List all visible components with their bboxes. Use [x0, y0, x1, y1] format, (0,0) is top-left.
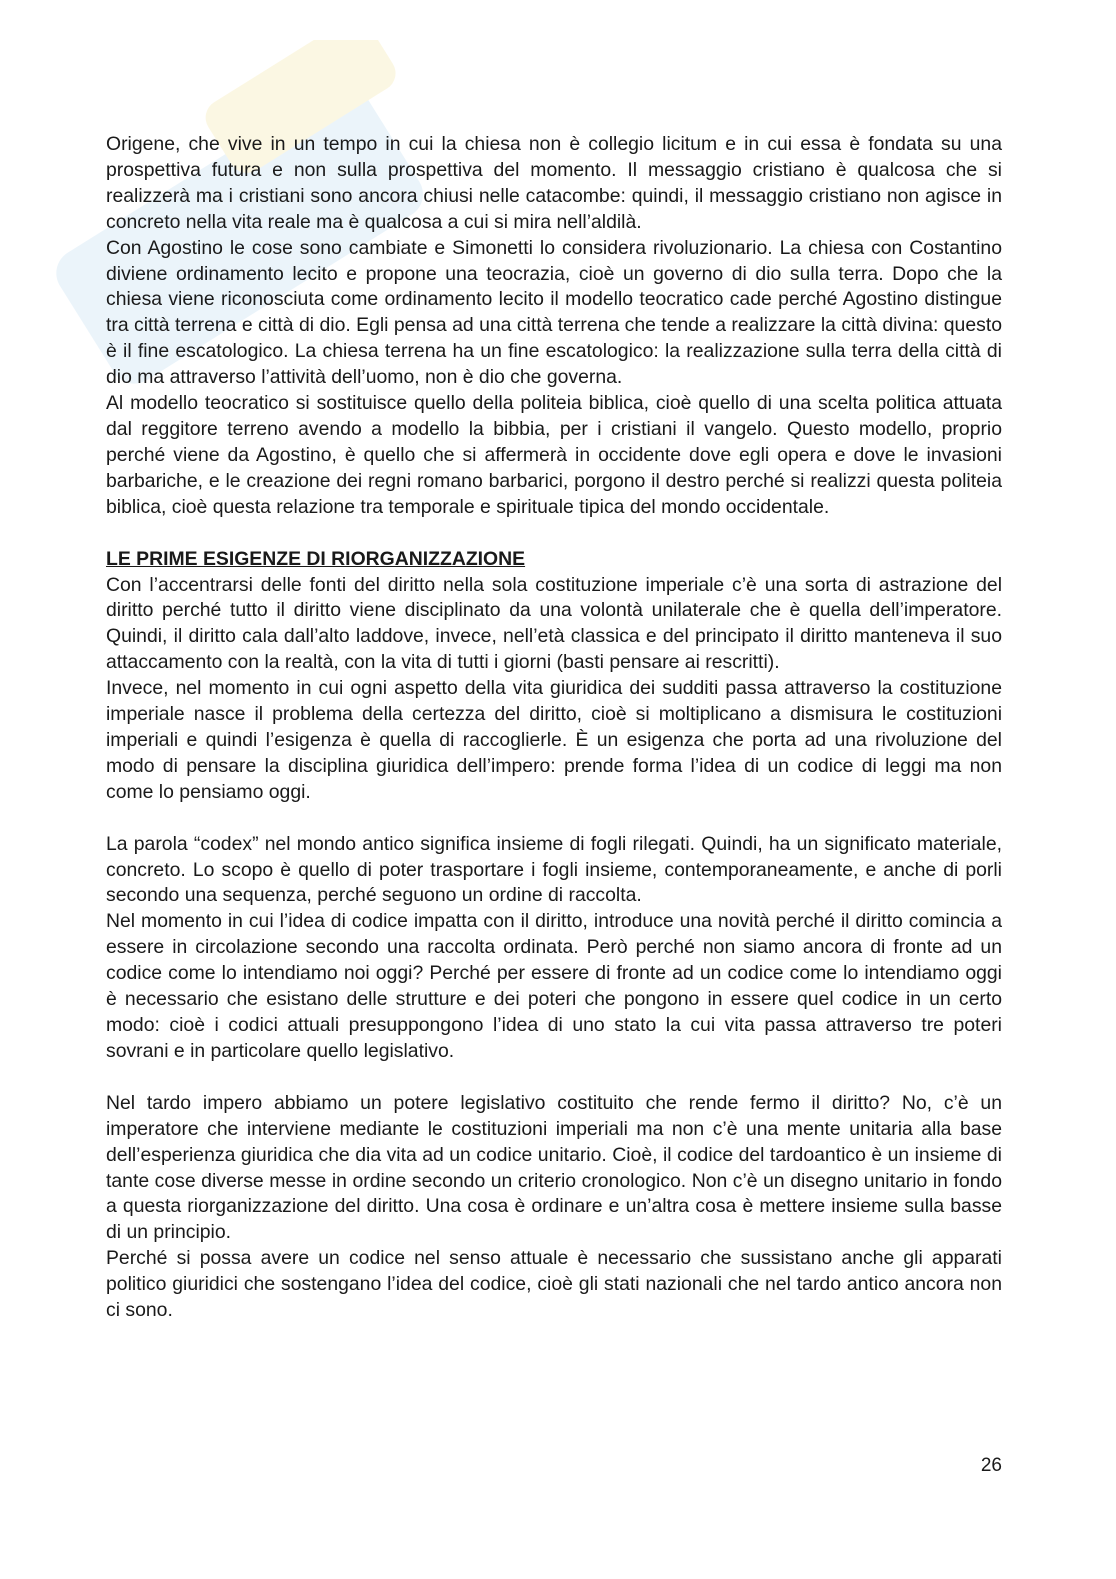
- paragraph: La parola “codex” nel mondo antico significa insieme di fogli rilegati. Quindi, ha un significato materiale, concreto. Lo scopo è quello di poter trasportare i fogli insieme, contemporaneamente, e anche di porli secondo una sequenza, perché seguono un ordine di raccolta.: [106, 832, 1002, 907]
- section-heading: LE PRIME ESIGENZE DI RIORGANIZZAZIONE: [106, 547, 526, 570]
- paragraph: Perché si possa avere un codice nel senso attuale è necessario che sussistano anche gli apparati politico giuridici che sostengano l’idea del codice, cioè gli stati nazionali che nel tardo antico ancora non ci sono.: [106, 1247, 1002, 1322]
- document-body: [106, 132, 1002, 1324]
- paragraph: Al modello teocratico si sostituisce quello della politeia biblica, cioè quello di una scelta politica attuata dal reggitore terreno avendo a modello la bibbia, per i cristiani il vangelo. Questo modello, proprio perché viene da Agostino, è quello che si affermerà in occidente dove egli opera e dove le invasioni barbariche, e le creazione dei regni romano barbarici, porgono il destro perché si realizzi questa politeia biblica, cioè questa relazione tra temporale e spirituale tipica del mondo occidentale.: [106, 392, 1002, 518]
- paragraph: Con Agostino le cose sono cambiate e Simonetti lo considera rivoluzionario. La chiesa con Costantino diviene ordinamento lecito e propone una teocrazia, cioè un governo di dio sulla terra. Dopo che la chiesa viene riconosciuta come ordinamento lecito il modello teocratico cade perché Agostino distingue tra città terrena e città di dio. Egli pensa ad una città terrena che tende a realizzare la città divina: questo è il fine escatologico. La chiesa terrena ha un fine escatologico: la realizzazione sulla terra della città di dio ma attraverso l’attività dell’uomo, non è dio che governa.: [106, 236, 1002, 389]
- paragraph: Nel momento in cui l’idea di codice impatta con il diritto, introduce una novità perché il diritto comincia a essere in circolazione secondo una raccolta ordinata. Però perché non siamo ancora di fronte ad un codice come lo intendiamo noi oggi? Perché per essere di fronte ad un codice come lo intendiamo oggi è necessario che esistano delle strutture e dei poteri che pongono in essere quel codice in un certo modo: cioè i codici attuali presuppongono l’idea di uno stato la cui vita passa attraverso tre poteri sovrani e in particolare quello legislativo.: [106, 910, 1002, 1062]
- paragraph: Origene, che vive in un tempo in cui la chiesa non è collegio licitum e in cui essa è fondata su una prospettiva futura e non sulla prospettiva del momento. Il messaggio cristiano è qualcosa che si realizzerà ma i cristiani sono ancora chiusi nelle catacombe: quindi, il messaggio cristiano non agisce in concreto nella vita reale ma è qualcosa a cui si mira nell’aldilà.: [106, 133, 1002, 233]
- paragraph: Invece, nel momento in cui ogni aspetto della vita giuridica dei sudditi passa attraverso la costituzione imperiale nasce il problema della certezza del diritto, cioè si moltiplicano a dismisura le costituzioni imperiali e quindi l’esigenza è quella di raccoglierle. È un esigenza che porta ad una rivoluzione del modo di pensare la disciplina giuridica dell’impero: prende forma l’idea di un codice di leggi ma non come lo pensiamo oggi.: [106, 677, 1002, 803]
- paragraph: Con l’accentrarsi delle fonti del diritto nella sola costituzione imperiale c’è una sorta di astrazione del diritto perché tutto il diritto viene disciplinato da una volontà unilaterale che è quella dell’imperatore. Quindi, il diritto cala dall’alto laddove, invece, nell’età classica e del principato il diritto manteneva il suo attaccamento con la realtà, con la vita di tutti i giorni (basti pensare ai rescritti).: [106, 573, 1002, 674]
- page-number: 26: [980, 1455, 1002, 1476]
- paragraph: Nel tardo impero abbiamo un potere legislativo costituito che rende fermo il diritto? No, c’è un imperatore che interviene mediante le costituzioni imperiali ma non c’è una mente unitaria alla base dell’esperienza giuridica che dia vita ad un codice unitario. Cioè, il codice del tardoantico è un insieme di tante cose diverse messe in ordine secondo un criterio cronologico. Non c’è un disegno unitario in fondo a questa riorganizzazione del diritto. Una cosa è ordinare e un’altra cosa è mettere insieme sulla basse di un principio.: [106, 1091, 1002, 1244]
